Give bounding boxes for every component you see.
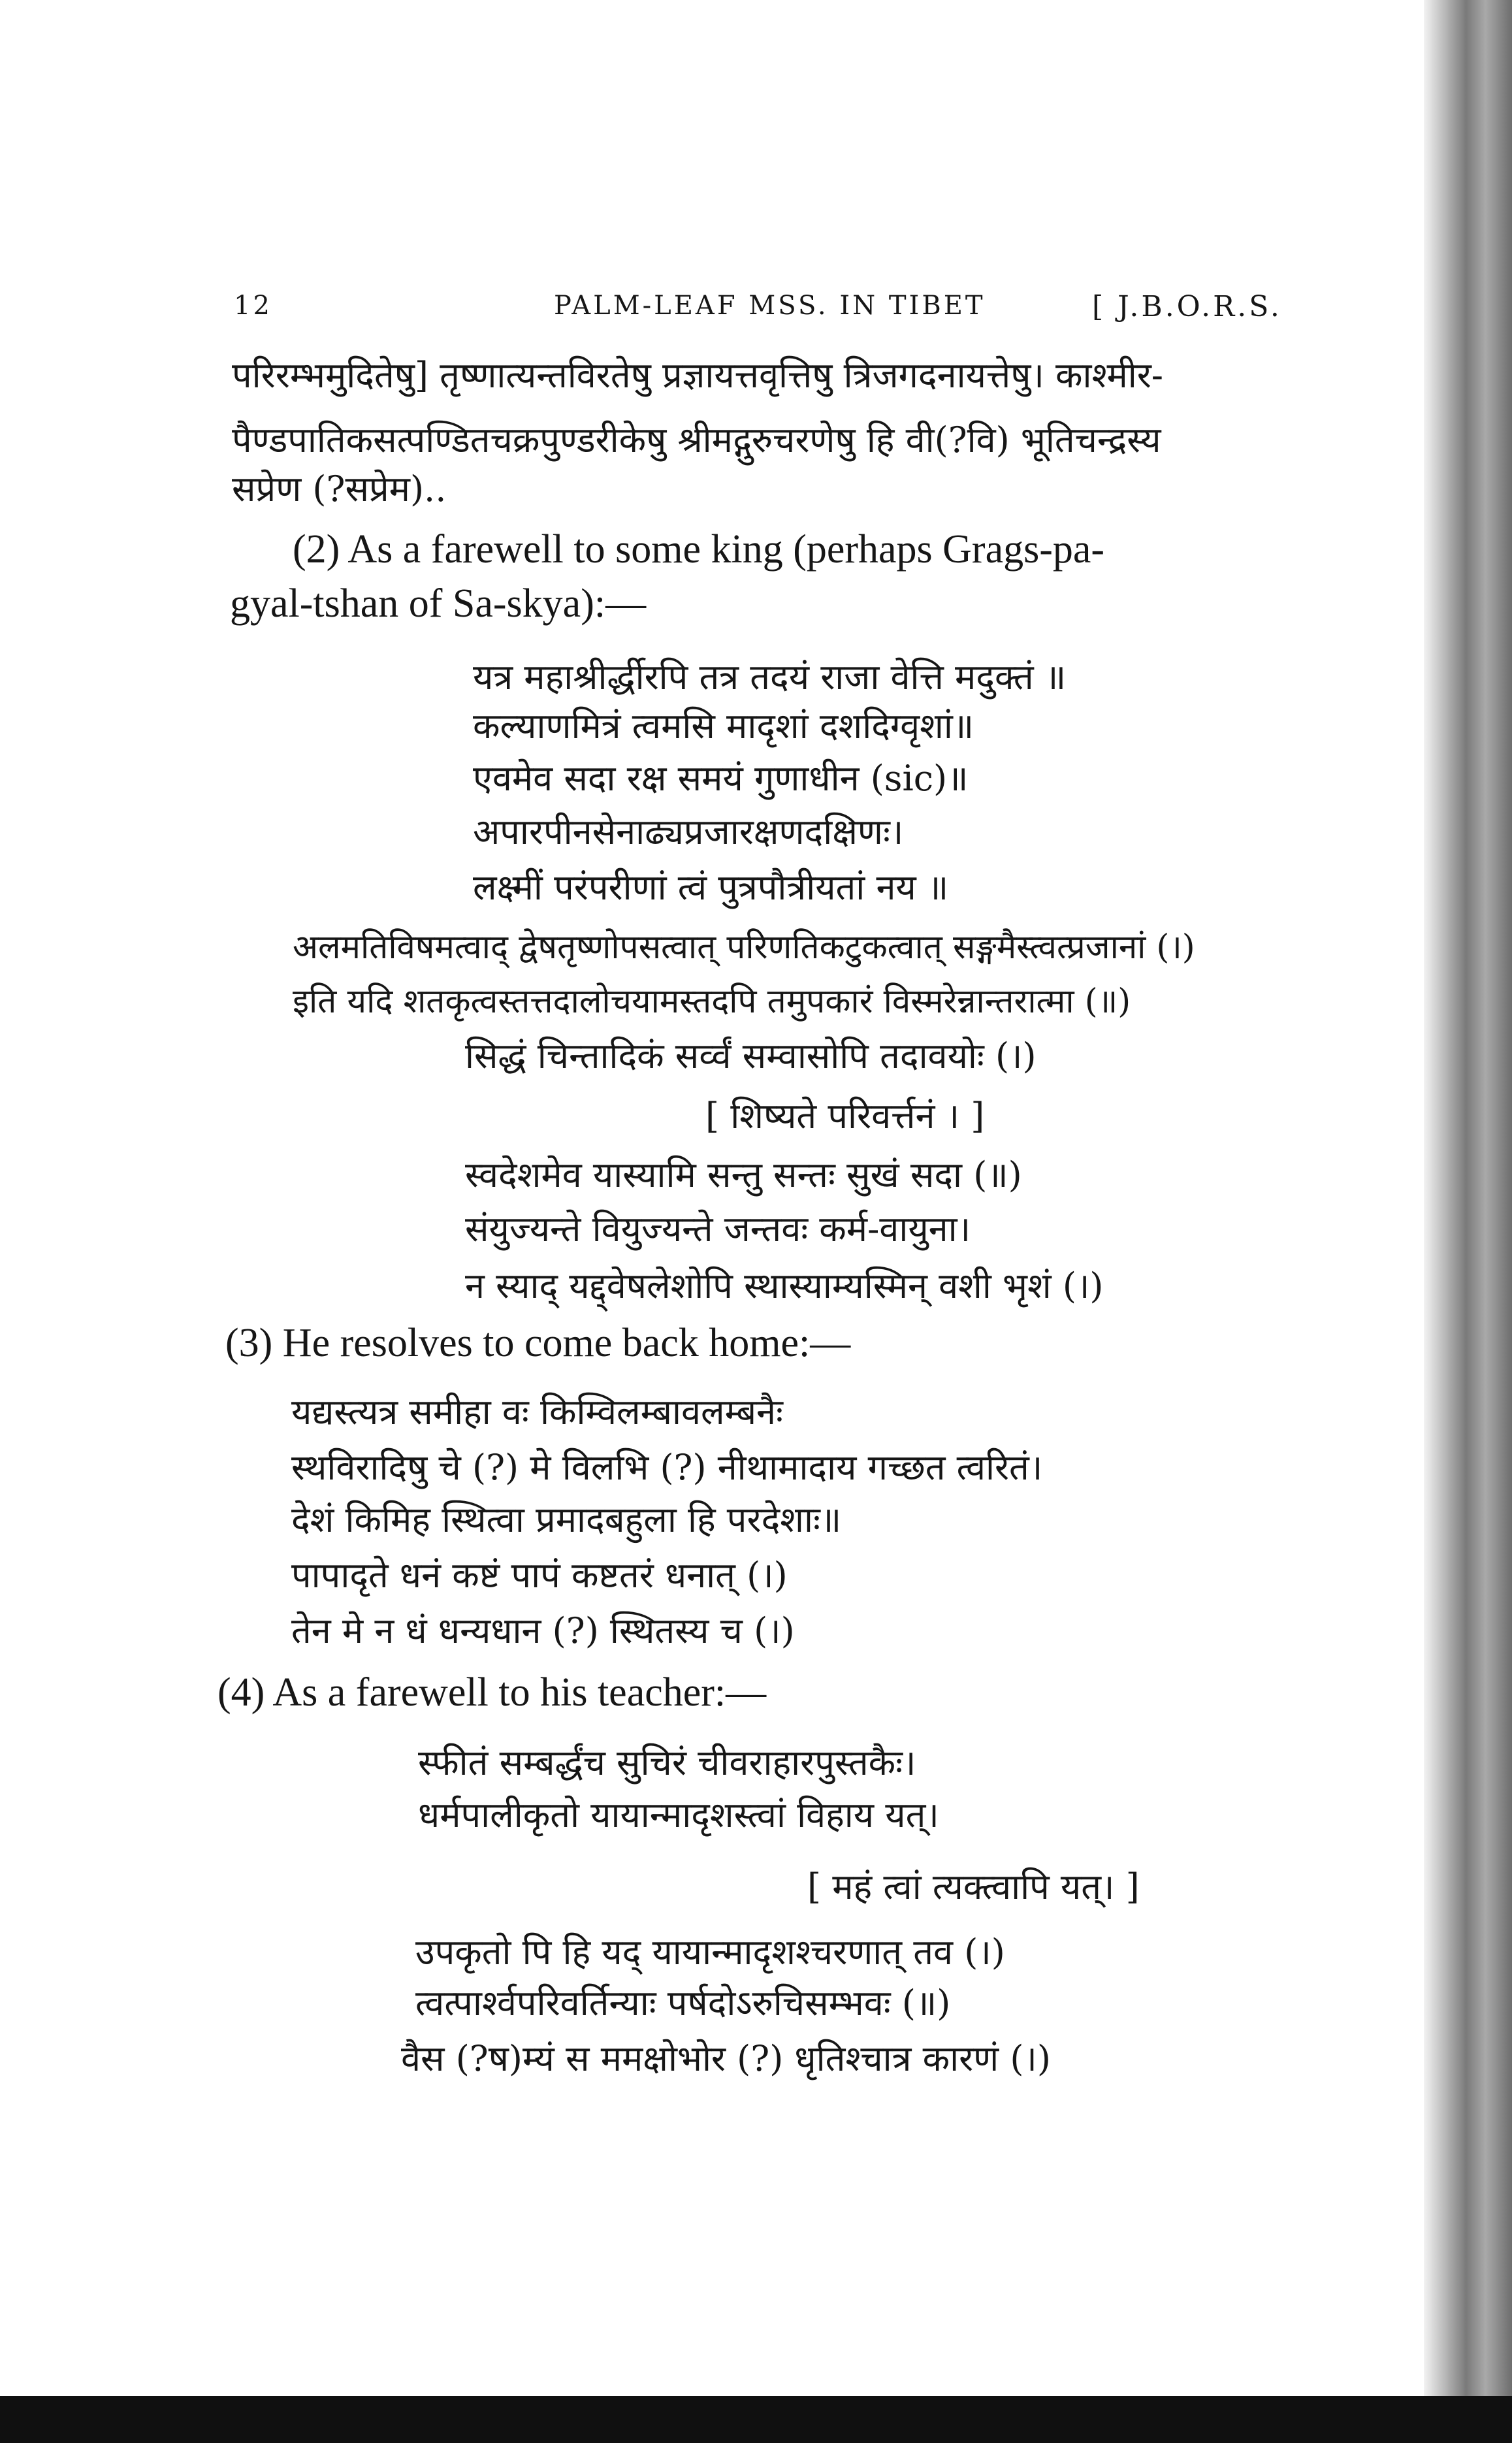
verse-line: देशं किमिह स्थित्वा प्रमादबहुला हि परदेशाः॥: [291, 1499, 842, 1540]
verse-line: एवमेव सदा रक्ष समयं गुणाधीन (sic)॥: [473, 758, 969, 799]
verse-line: स्फीतं सम्बर्द्धंच सुचिरं चीवराहारपुस्तकैः।: [418, 1742, 916, 1783]
verse-line: वैस (?ष)म्यं स ममक्षोभोर (?) धृतिश्चात्र कारणं (।): [401, 2038, 1051, 2079]
verse-line: स्थविरादिषु चे (?) मे विलभि (?) नीथामादाय गच्छत त्वरितं।: [291, 1447, 1043, 1488]
intro-line: सप्रेण (?सप्रेम)..: [232, 468, 447, 510]
verse-line: त्वत्पार्श्वपरिवर्तिन्याः पर्षदोऽरुचिसम्भवः (॥): [415, 1982, 951, 2024]
verse-line: उपकृतो पि हि यद् यायान्मादृशश्चरणात् तव (।): [415, 1932, 1005, 1973]
intro-line: परिरम्भमुदितेषु] तृष्णात्यन्तविरतेषु प्रज्ञायत्तवृत्तिषु त्रिजगदनायत्तेषु। काश्मीर-: [232, 355, 1164, 396]
verse-line: इति यदि शतकृत्वस्तत्तदालोचयामस्तदपि तमुपकारं विस्मरेन्नान्तरात्मा (॥): [293, 982, 1131, 1021]
journal-abbreviation: [ J.B.O.R.S.: [1092, 290, 1282, 323]
verse-line: अपारपीनसेनाढ्यप्रजारक्षणदक्षिणः।: [473, 811, 904, 852]
section-3-heading: (3) He resolves to come back home:—: [225, 1321, 851, 1365]
verse-line: सिद्धं चिन्तादिकं सर्व्वं सम्वासोपि तदावयोः (।): [465, 1035, 1037, 1076]
book-edge-shadow: [1424, 0, 1512, 2443]
verse-line: यत्र महाश्रीर्द्धीरपि तत्र तदयं राजा वेत्ति मदुक्तं ॥: [473, 656, 1067, 698]
verse-line: कल्याणमित्रं त्वमसि मादृशां दशदिग्वृशां॥: [473, 705, 974, 747]
scan-bottom-border: [0, 2396, 1512, 2443]
verse-line: लक्ष्मीं परंपरीणां त्वं पुत्रपौत्रीयतां नय ॥: [473, 867, 949, 908]
bracketed-note: [ महं त्वां त्यक्त्वापि यत्। ]: [807, 1866, 1140, 1907]
verse-line: संयुज्यन्ते वियुज्यन्ते जन्तवः कर्म-वायुना।: [465, 1208, 971, 1250]
intro-line: पैण्डपातिकसत्पण्डितचक्रपुण्डरीकेषु श्रीमद्गुरुचरणेषु हि वी(?वि) भूतिचन्द्रस्य: [232, 419, 1161, 461]
page-number: 12: [234, 291, 272, 321]
verse-line: अलमतिविषमत्वाद् द्वेषतृष्णोपसत्वात् परिणतिकटुकत्वात् सङ्गमैस्त्वत्प्रजानां (।): [293, 928, 1195, 967]
verse-line: तेन मे न धं धन्यधान (?) स्थितस्य च (।): [291, 1610, 795, 1651]
section-2-heading: (2) As a farewell to some king (perhaps Grags-pa-: [293, 527, 1105, 572]
section-4-heading: (4) As a farewell to his teacher:—: [217, 1670, 767, 1715]
verse-line: यद्यस्त्यत्र समीहा वः किम्विलम्बावलम्बनैः: [291, 1391, 783, 1432]
verse-line: स्वदेशमेव यास्यामि सन्तु सन्तः सुखं सदा (॥): [465, 1154, 1022, 1195]
verse-line: न स्याद् यद्द्वेषलेशोपि स्थास्याम्यस्मिन् वशी भृशं (।): [465, 1265, 1104, 1306]
section-2-heading-cont: gyal-tshan of Sa-skya):—: [230, 581, 647, 626]
verse-line: धर्मपालीकृतो यायान्मादृशस्त्वां विहाय यत्।: [418, 1794, 939, 1836]
verse-line: पापादृते धनं कष्टं पापं कष्टतरं धनात् (।): [291, 1555, 788, 1596]
bracketed-note: [ शिष्यते परिवर्त्तनं । ]: [705, 1095, 985, 1137]
running-title: PALM-LEAF MSS. IN TIBET: [554, 291, 986, 321]
